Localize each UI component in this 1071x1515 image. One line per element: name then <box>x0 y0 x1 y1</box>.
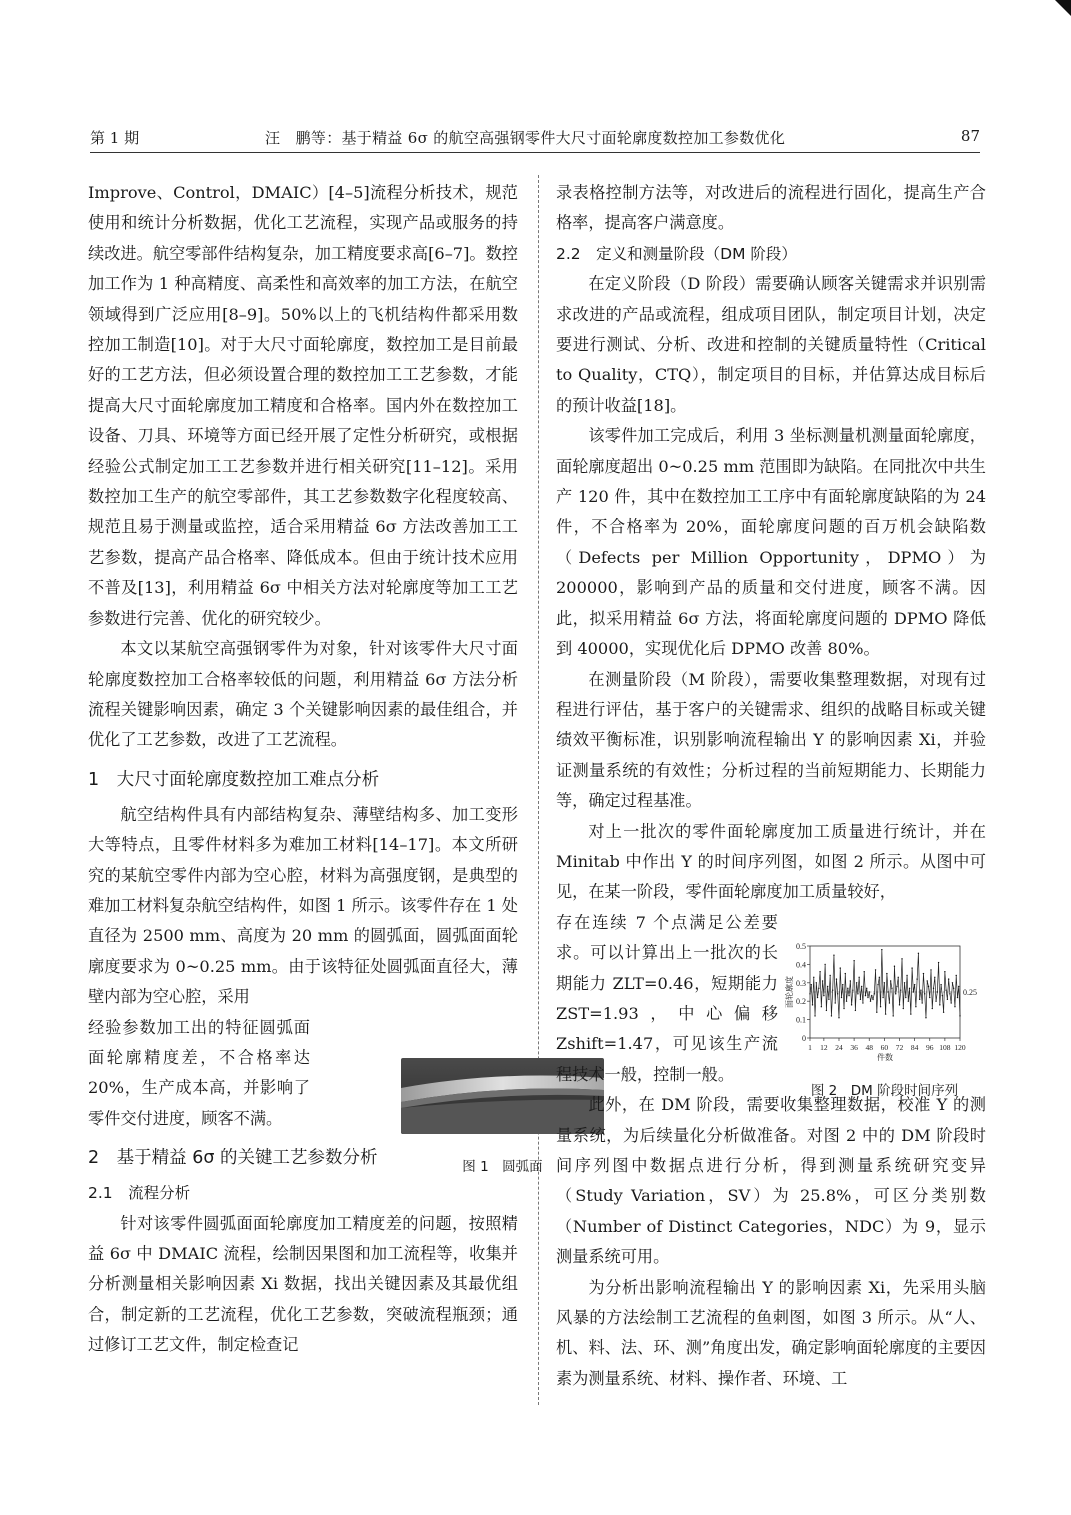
data-point <box>895 993 896 994</box>
data-point <box>817 997 818 998</box>
data-point <box>852 989 853 990</box>
data-point <box>957 997 958 998</box>
data-point <box>867 997 868 998</box>
section-heading-1: 1 大尺寸面轮廓度数控加工难点分析 <box>88 769 380 790</box>
data-point <box>899 1004 900 1005</box>
data-point <box>865 995 866 996</box>
figure-1-caption: 图 1 圆弧面 <box>462 1159 543 1176</box>
x-tick-label: 72 <box>895 1043 904 1052</box>
data-point <box>940 984 941 985</box>
data-point <box>885 1013 886 1014</box>
data-point <box>928 986 929 987</box>
column-divider <box>538 175 539 1405</box>
data-point <box>855 1010 856 1011</box>
data-point <box>887 991 888 992</box>
x-tick-label: 96 <box>925 1043 934 1052</box>
subsection-heading-2-2: 2.2 定义和测量阶段（DM 阶段） <box>556 244 797 263</box>
data-point <box>860 999 861 1000</box>
data-point <box>829 975 830 976</box>
paragraph: 在定义阶段（D 阶段）需要确认顾客关键需求并识别需求改进的产品或流程，组成项目团队，制定项目计划，决定要进行测试、分析、改进和控制的关键质量特性（Critical to Quality，CTQ），制定项目的目标，并估算达成目标后的预计收益[18]。 <box>556 274 986 415</box>
paragraph: 该零件加工完成后，利用 3 坐标测量机测量面轮廓度，面轮廓度超出 0~0.25 mm 范围即为缺陷。在同批次中共生产 120 件，其中在数控加工工序中有面轮廓度缺陷的为 24 件，不合格率为 20%，面轮廓度问题的百万机会缺陷数（Defects per Million Opportunity，DPMO）为 200000，影响到产品的质量和交付进度，顾客不满。因此，拟采用精益 6σ 方法，将面轮廓度问题的 DPMO 降低到 40000，实现优化后 DPMO 改善 80%。 <box>556 426 986 659</box>
data-point <box>939 1004 940 1005</box>
data-point <box>809 993 810 994</box>
data-point <box>826 1010 827 1011</box>
data-point <box>934 977 935 978</box>
paragraph: 在测量阶段（M 阶段），需要收集整理数据，对现有过程进行评估，基于客户的关键需求、组织的战略目标或关键绩效平衡标准，识别影响流程输出 Y 的影响因素 Xi，并验证测量系统的有效性；分析过程的当前短期能力、长期能力等，确定过程基准。 <box>556 669 986 811</box>
data-point <box>914 984 915 985</box>
data-point <box>913 991 914 992</box>
data-point <box>864 971 865 972</box>
data-point <box>845 973 846 974</box>
data-point <box>858 977 859 978</box>
data-point <box>908 1001 909 1002</box>
data-point <box>921 1002 922 1003</box>
data-point <box>923 973 924 974</box>
x-tick-label: 1 <box>808 1043 812 1052</box>
data-point <box>833 955 834 956</box>
data-point <box>850 980 851 981</box>
data-point <box>846 1001 847 1002</box>
data-point <box>905 997 906 998</box>
data-point <box>948 978 949 979</box>
data-point <box>851 1004 852 1005</box>
data-point <box>836 978 837 979</box>
x-tick-label: 84 <box>910 1043 919 1052</box>
time-series-chart <box>782 938 987 1068</box>
data-point <box>933 988 934 989</box>
x-axis-label: 件数 <box>877 1053 893 1062</box>
data-point <box>915 1006 916 1007</box>
data-point <box>937 991 938 992</box>
running-header <box>90 127 980 151</box>
data-point <box>816 982 817 983</box>
section-heading-2: 2 基于精益 6σ 的关键工艺参数分析 <box>88 1148 378 1169</box>
data-point <box>838 1017 839 1018</box>
data-point <box>894 966 895 967</box>
data-point <box>947 999 948 1000</box>
data-point <box>821 1006 822 1007</box>
data-point <box>956 975 957 976</box>
data-point <box>879 977 880 978</box>
data-point <box>911 967 912 968</box>
series-line <box>810 950 960 1018</box>
x-tick-label: 108 <box>939 1043 951 1052</box>
data-point <box>904 982 905 983</box>
data-point <box>944 971 945 972</box>
data-point <box>896 986 897 987</box>
data-point <box>847 988 848 989</box>
data-point <box>874 993 875 994</box>
data-point <box>828 999 829 1000</box>
data-point <box>898 977 899 978</box>
x-tick-label: 60 <box>880 1043 889 1052</box>
data-point <box>842 984 843 985</box>
data-point <box>819 971 820 972</box>
data-point <box>949 993 950 994</box>
header-rule <box>90 152 980 153</box>
data-point <box>812 1004 813 1005</box>
data-point <box>876 1012 877 1013</box>
paragraph-wrap: 存在连续 7 个点满足公差要求。可以计算出上一批次的长期能力 ZLT=0.46，短期能力 ZST=1.93，中心偏移 Zshift=1.47，可见该生产流程技术一般，控制一般。 <box>556 912 778 1084</box>
data-point <box>811 984 812 985</box>
data-point <box>827 986 828 987</box>
paragraph: 录表格控制方法等，对改进后的流程进行固化，提高生产合格率，提高客户满意度。 <box>556 183 986 233</box>
figure-2 <box>782 938 987 1106</box>
data-point <box>856 982 857 983</box>
x-tick-label: 24 <box>835 1043 843 1052</box>
data-point <box>841 997 842 998</box>
data-point <box>877 984 878 985</box>
data-point <box>853 960 854 961</box>
data-point <box>950 1002 951 1003</box>
data-point <box>869 991 870 992</box>
data-point <box>882 997 883 998</box>
paragraph: 本文以某航空高强钢零件为对象，针对该零件大尺寸面轮廓度数控加工合格率较低的问题，利用精益 6σ 方法分析流程关键影响因素，确定 3 个关键影响因素的最佳组合，并优化了工艺参数，改进了工艺流程。 <box>88 639 518 750</box>
paragraph-wrap: 经验参数加工出的特征圆弧面面轮廓精度差，不合格率达 20%，生产成本高，并影响了零件交付进度，顾客不满。 <box>88 1017 310 1128</box>
data-point <box>889 1002 890 1003</box>
data-point <box>927 980 928 981</box>
data-point <box>952 982 953 983</box>
right-column <box>556 178 986 1394</box>
data-point <box>891 988 892 989</box>
y-tick-label: 0 <box>802 1034 806 1043</box>
data-point <box>919 999 920 1000</box>
y-tick-label: 0.5 <box>796 942 806 951</box>
data-point <box>824 964 825 965</box>
running-title: 汪 鹏等：基于精益 6σ 的航空高强钢零件大尺寸面轮廓度数控加工参数优化 <box>265 129 786 147</box>
data-point <box>870 1001 871 1002</box>
page-number: 87 <box>960 127 980 145</box>
data-point <box>823 995 824 996</box>
data-point <box>861 986 862 987</box>
data-point <box>943 1012 944 1013</box>
data-point <box>924 993 925 994</box>
subsection-heading-2-1: 2.1 流程分析 <box>88 1184 191 1203</box>
data-point <box>866 988 867 989</box>
data-point <box>872 999 873 1000</box>
paragraph: 为分析出影响流程输出 Y 的影响因素 Xi，先采用头脑风暴的方法绘制工艺流程的鱼刺图，如图 3 所示。从“人、机、料、法、环、测”角度出发，确定影响面轮廓度的主要因素为测量系统、材料、操作者、环境、工 <box>556 1277 986 1388</box>
data-point <box>918 953 919 954</box>
x-tick-label: 12 <box>820 1043 828 1052</box>
y-tick-label: 0.2 <box>796 997 806 1007</box>
data-point <box>938 962 939 963</box>
data-point <box>901 958 902 959</box>
data-point <box>892 1015 893 1016</box>
data-point <box>831 1015 832 1016</box>
data-point <box>903 1008 904 1009</box>
page-corner-mark <box>1055 0 1071 16</box>
data-point <box>935 1001 936 1002</box>
paragraph: 对上一批次的零件面轮廓度加工质量进行统计，并在 Minitab 中作出 Y 的时间序列图，如图 2 所示。从图中可见，在某一阶段，零件面轮廓度加工质量较好， <box>556 821 986 902</box>
data-point <box>900 989 901 990</box>
data-point <box>942 995 943 996</box>
data-point <box>848 995 849 996</box>
left-column <box>88 178 543 1361</box>
data-point <box>930 969 931 970</box>
data-point <box>881 949 882 950</box>
paragraph: 针对该零件圆弧面面轮廓度加工精度差的问题，按照精益 6σ 中 DMAIC 流程，绘制因果图和加工流程等，收集并分析测量相关影响因素 Xi 数据，找出关键因素及其最优组合，制定新的工艺流程，优化工艺参数，突破流程瓶颈；通过修订工艺文件，制定检查记 <box>88 1213 518 1355</box>
data-point <box>862 1002 863 1003</box>
x-tick-label: 120 <box>954 1043 966 1052</box>
data-point <box>945 989 946 990</box>
data-point <box>890 980 891 981</box>
data-point <box>840 967 841 968</box>
x-tick-label: 48 <box>865 1043 873 1052</box>
data-point <box>814 1015 815 1016</box>
data-point <box>910 1013 911 1014</box>
data-point <box>916 978 917 979</box>
data-point <box>818 988 819 989</box>
reference-line-label: 0.25 <box>963 988 977 997</box>
y-tick-label: 0.4 <box>796 960 806 970</box>
data-point <box>906 975 907 976</box>
data-point <box>929 997 930 998</box>
data-point <box>884 982 885 983</box>
data-point <box>832 989 833 990</box>
data-point <box>871 995 872 996</box>
paragraph: Improve、Control，DMAIC）[4–5]流程分析技术，规范使用和统计分析数据，优化工艺流程，实现产品或服务的持续改进。航空零部件结构复杂，加工精度要求高[6–7]。数控加工作为 1 种高精度、高柔性和高效率的加工方法，在航空领域得到广泛应用[8–9]。50%以上的飞机结构件都采用数控加工制造[10]。对于大尺寸面轮廓度，数控加工是目前最好的工艺方法，但必须设置合理的数控加工工艺参数，才能提高大尺寸面轮廓度加工精度和合格率。国内外在数控加工设备、刀具、环境等方面已经开展了定性分析研究，或根据经验公式制定加工工艺参数并进行相关研究[11–12]。采用数控加工生产的航空零部件，其工艺参数数字化程度较高、规范且易于测量或监控，适合采用精益 6σ 方法改善加工工艺参数，提高产品合格率、降低成本。但由于统计技术应用不普及[13]，利用精益 6σ 中相关方法对轮廓度等加工工艺参数进行完善、优化的研究较少。 <box>88 183 518 628</box>
data-point <box>843 1008 844 1009</box>
paragraph: 此外，在 DM 阶段，需要收集整理数据，校准 Y 的测量系统，为后续量化分析做准备。对图 2 中的 DM 阶段时间序列图中数据点进行分析，得到测量系统研究变异（Study Variation，SV）为 25.8%，可区分类别数（Number of Distinct Categories，NDC）为 9，显示测量系统可用。 <box>556 1095 986 1267</box>
data-point <box>875 969 876 970</box>
data-point <box>880 1006 881 1007</box>
data-point <box>837 993 838 994</box>
figure-2-caption: 图 2 DM 阶段时间序列 <box>810 1083 959 1099</box>
data-point <box>886 973 887 974</box>
y-axis-label: 面轮廓度 <box>785 976 794 1008</box>
data-point <box>920 989 921 990</box>
data-point <box>835 1002 836 1003</box>
issue-label: 第 1 期 <box>90 129 140 147</box>
data-point <box>953 988 954 989</box>
data-point <box>857 993 858 994</box>
data-point <box>909 988 910 989</box>
paragraph: 航空结构件具有内部结构复杂、薄壁结构多、加工变形大等特点，且零件材料多为难加工材料[14–17]。本文所研究的某航空零件内部为空心腔，材料为高强度钢，是典型的难加工材料复杂航空结构件，如图 1 所示。该零件存在 1 处直径为 2500 mm、高度为 20 mm 的圆弧面，圆弧面面轮廓度要求为 0~0.25 mm。由于该特征处圆弧面直径大，薄壁内部为空心腔，采用 <box>88 804 518 1007</box>
y-tick-label: 0.1 <box>796 1015 806 1025</box>
x-tick-label: 36 <box>850 1043 858 1052</box>
data-point <box>958 986 959 987</box>
data-point <box>954 1006 955 1007</box>
data-point <box>822 980 823 981</box>
data-point <box>932 1008 933 1009</box>
data-point <box>925 1017 926 1018</box>
data-point <box>813 977 814 978</box>
y-tick-label: 0.3 <box>796 978 806 988</box>
data-point <box>959 1015 960 1016</box>
